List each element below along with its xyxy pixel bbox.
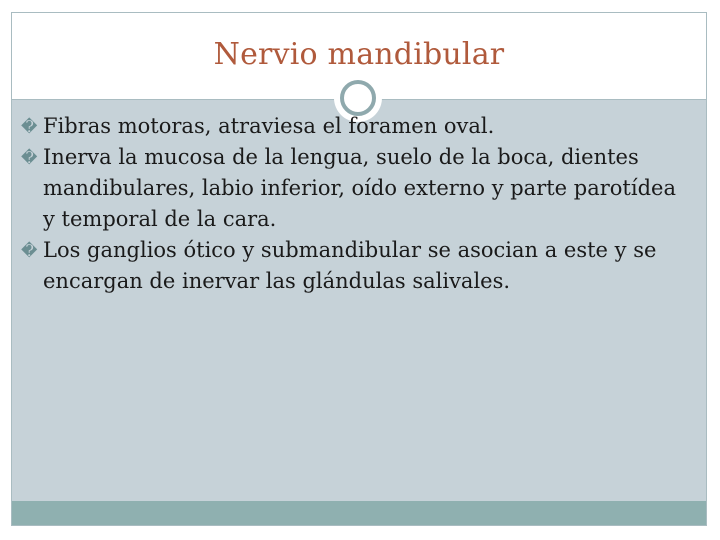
bullet-item: [21, 111, 681, 142]
bullet-marker-icon: �: [21, 117, 38, 136]
bullet-text: Los ganglios ótico y submandibular se asocian a este y se encargan de inervar las glándulas salivales.: [43, 238, 657, 293]
bullet-marker-icon: �: [21, 241, 38, 260]
bullet-list: [21, 111, 681, 297]
bullet-marker-icon: �: [21, 148, 38, 167]
bullet-item: [21, 235, 681, 297]
slide-title: Nervio mandibular: [213, 37, 505, 72]
bullet-item: [21, 142, 681, 235]
bottom-band: [12, 501, 706, 525]
bullet-text: Inerva la mucosa de la lengua, suelo de la boca, dientes mandibulares, labio inferior, oído externo y parte parotídea y temporal de la cara.: [43, 145, 676, 231]
bullet-text: Fibras motoras, atraviesa el foramen oval.: [43, 114, 495, 138]
